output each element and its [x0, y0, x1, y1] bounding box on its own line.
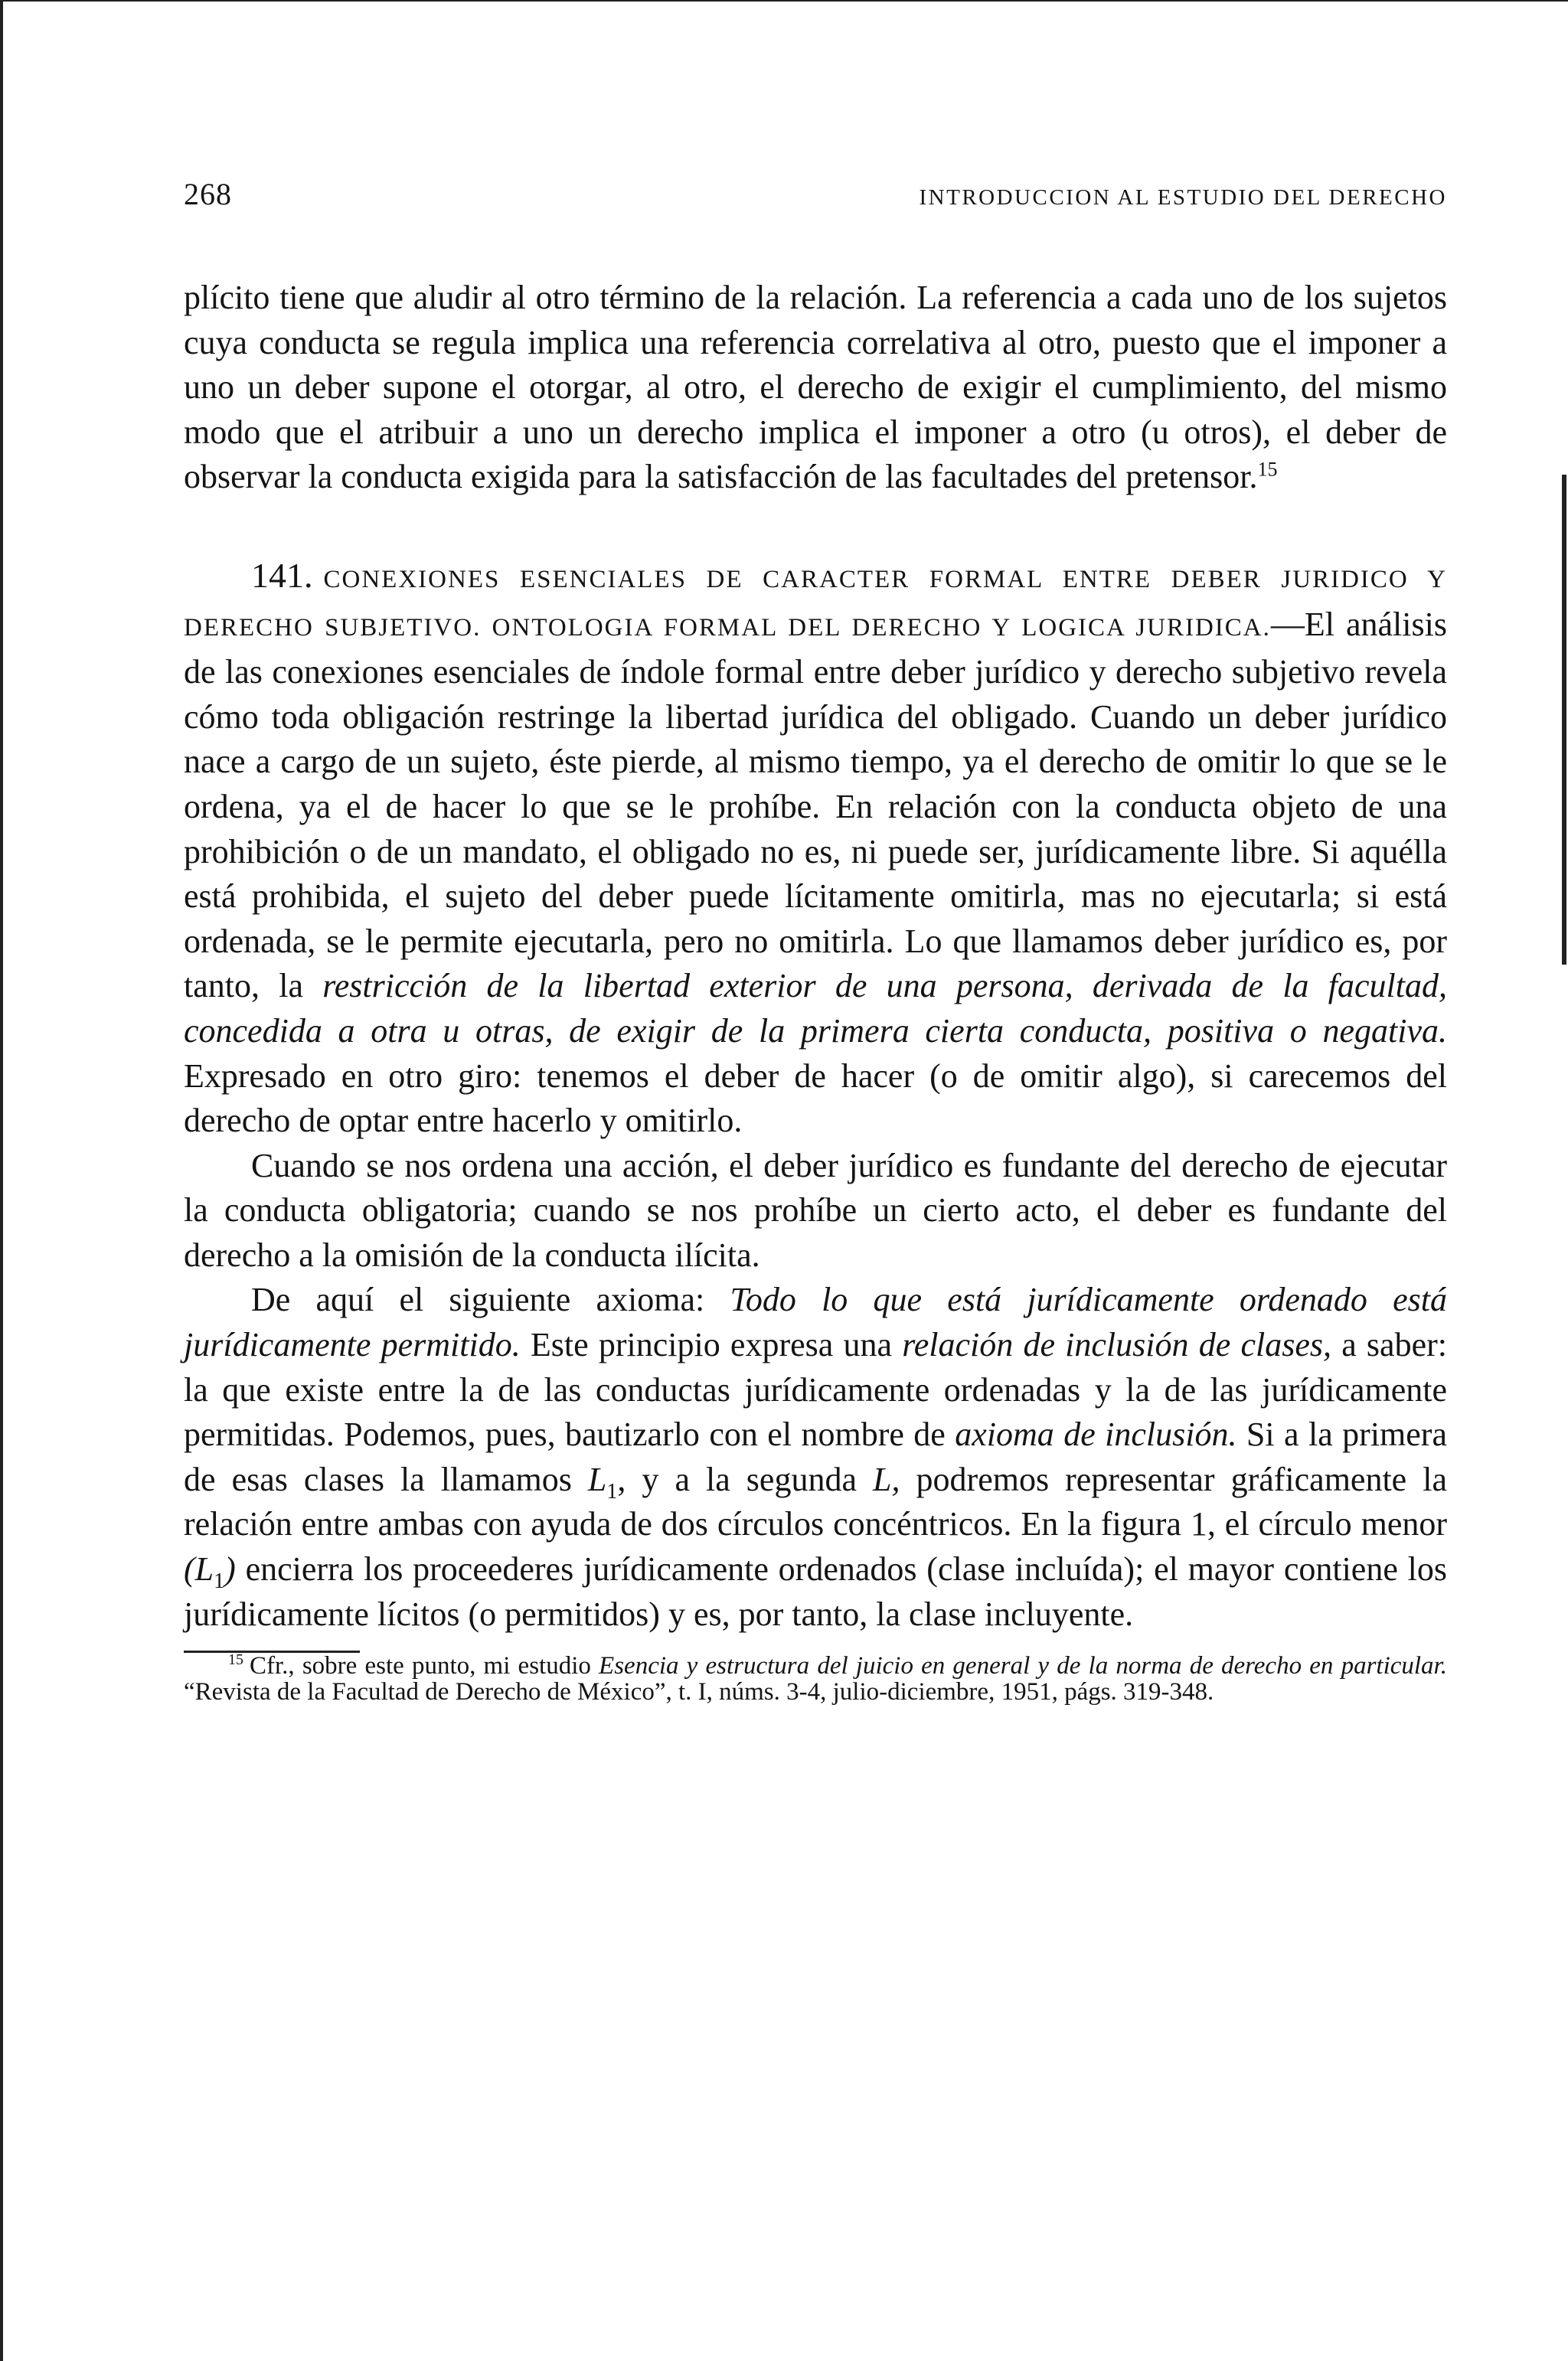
symbol-L: (L — [184, 1550, 214, 1589]
italic-run: relación de inclusión de clases, — [902, 1326, 1331, 1364]
text-run: , y a la segunda — [617, 1460, 874, 1498]
paragraph-3: Cuando se nos ordena una acción, el deber jurídico es fundante del derecho de ejecutar la conducta obligatoria; cuando se nos prohíbe un cierto acto, el deber es fundante del derecho a la omisión de la conducta ilícita. — [184, 1146, 1447, 1274]
paragraph-4 — [184, 1278, 1447, 1637]
footnote-number: 15 — [228, 1651, 243, 1669]
text-run: De aquí el siguiente axioma: — [251, 1281, 730, 1319]
footnote-15 — [184, 1653, 1447, 1705]
footnote-text: Cfr., sobre este punto, mi estudio — [250, 1652, 599, 1680]
definition-italic: restricción de la libertad exterior de una persona, derivada de la facultad, concedida a otra u otras, de exigir de la primera cierta conducta, positiva o negativa. — [184, 967, 1448, 1050]
text-run: Si a la primera de esas clases la llamamos — [184, 1416, 1447, 1498]
footnote-title-italic: Esencia y estructura del juicio en general y de la norma de derecho en particular. — [599, 1652, 1447, 1680]
axiom-italic: Todo lo que está jurídicamente ordenado está jurídicamente permitido. — [184, 1281, 1448, 1364]
italic-run: ) — [224, 1550, 236, 1589]
symbol-L: L — [587, 1460, 607, 1498]
paragraph-text: plícito tiene que aludir al otro término de la relación. La referencia a cada uno de los sujetos cuya conducta se regula implica una referencia correlativa al otro, puesto que el imponer a uno un deber supone el otorgar, al otro, el derecho de exigir el cumplimiento, del mismo modo que el atribuir a uno un derecho implica el imponer a otro (u otros), el deber de observar la conducta exigida para la satisfacción de las facultades del pretensor. — [184, 279, 1447, 496]
running-head: INTRODUCCION AL ESTUDIO DEL DERECHO — [919, 185, 1447, 210]
subscript: 1 — [606, 1479, 618, 1504]
subscript: 1 — [214, 1569, 225, 1593]
section-number: 141. — [251, 555, 313, 595]
page-header — [184, 176, 1447, 222]
text-run: podremos representar gráficamente la relación entre ambas con ayuda de dos círculos concéntricos. En la figura 1, el círculo menor — [184, 1460, 1447, 1543]
section-text: —El análisis de las conexiones esenciales de índole formal entre deber jurídico y derecho subjetivo revela cómo toda obligación restringe la libertad jurídica del obligado. Cuando un deber jurídico nace a cargo de un sujeto, éste pierde, al mismo tiempo, ya el derecho de omitir lo que se le ordena, ya el de hacer lo que se le prohíbe. En relación con la conducta objeto de una prohibición o de un mandato, el obligado no es, ni puede ser, jurídicamente libre. Si aquélla está prohibida, el sujeto del deber puede lícitamente omitirla, mas no ejecutarla; si está ordenada, se le permite ejecutarla, pero no omitirla. Lo que llamamos deber jurídico es, por tanto, la — [184, 605, 1447, 1005]
page-body — [184, 276, 1447, 1705]
paragraph-continuation — [184, 276, 1447, 500]
footnote-text: “Revista de la Facultad de Derecho de México”, t. I, núms. 3-4, julio-diciembre, 1951, págs. 319-348. — [184, 1678, 1214, 1706]
page-edge-mark — [1562, 475, 1566, 965]
section-text-end: Expresado en otro giro: tenemos el deber de hacer (o de omitir algo), si carecemos del derecho de optar entre hacerlo y omitirlo. — [184, 1056, 1447, 1140]
section-141 — [184, 554, 1447, 1144]
text-run: encierra los proceederes jurídicamente ordenados (clase incluída); el mayor contiene los jurídicamente lícitos (o permitidos) y es, por tanto, la clase incluyente. — [184, 1550, 1447, 1633]
text-run: Este principio expresa una — [520, 1326, 903, 1364]
footnote-ref: 15 — [1257, 458, 1278, 481]
section-title: CONEXIONES ESENCIALES DE CARACTER FORMAL ENTRE DEBER JURIDICO Y DERECHO SUBJETIVO. ONTOLOGIA FORMAL DEL DERECHO Y LOGICA JURIDICA. — [184, 565, 1447, 642]
italic-run: axioma de inclusión. — [955, 1416, 1237, 1454]
page-number: 268 — [184, 177, 232, 211]
text-run: a saber: la que existe entre la de las conductas jurídicamente ordenadas y la de las jurídicamente permitidas. Podemos, pues, bautizarlo con el nombre de — [184, 1326, 1447, 1454]
symbol-L: L, — [873, 1460, 900, 1498]
